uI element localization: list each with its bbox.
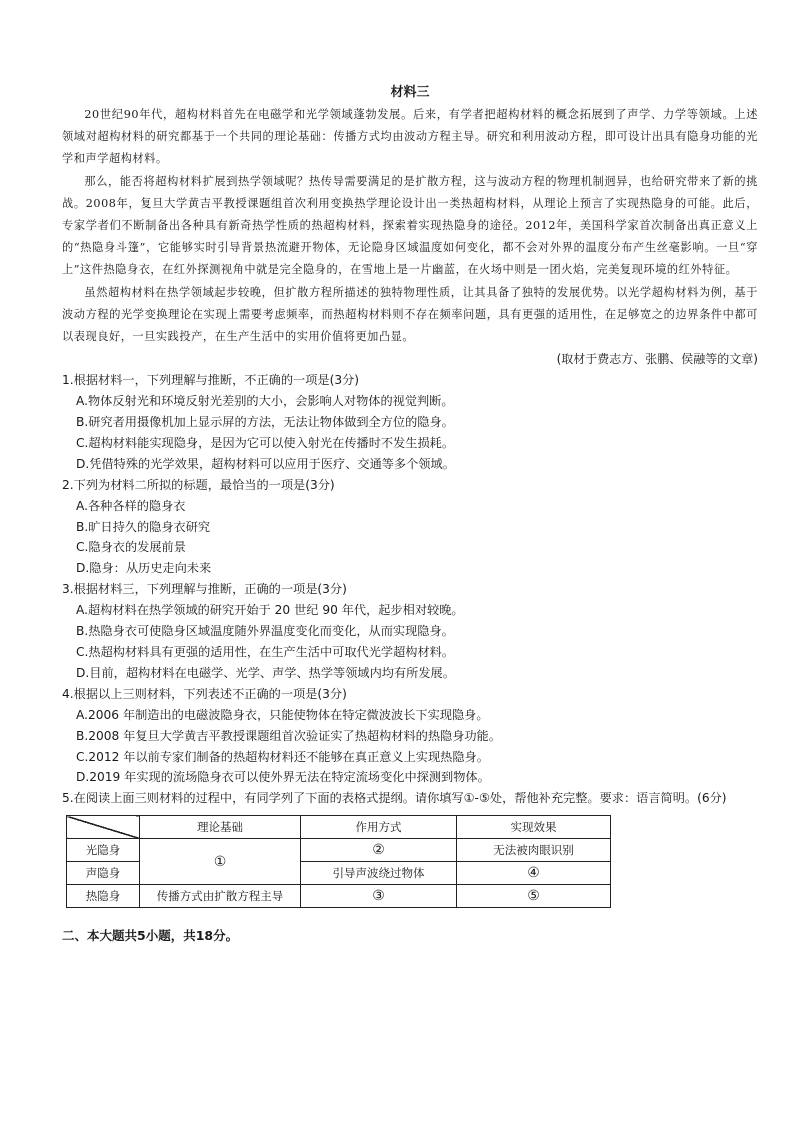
table-header: 作用方式 (301, 816, 457, 839)
question-option: C.超构材料能实现隐身，是因为它可以使入射光在传播时不发生损耗。 (76, 435, 455, 450)
question-option: C.隐身衣的发展前景 (76, 540, 186, 555)
question-stem: 1.根据材料一，下列理解与推断，不正确的一项是(3分) (62, 373, 360, 388)
question-option: A.各种各样的隐身衣 (76, 498, 186, 513)
material-source: (取材于费志方、张鹏、侯融等的文章) (556, 352, 758, 367)
material-paragraph: 20世纪90年代，超构材料首先在电磁学和光学领域蓬勃发展。后来，有学者把超构材料的概念拓展到了声学、力学等领域。上述领域对超构材料的研究都基于一个共同的理论基础：传播方式均由波动方程主导。研究和利用波动方程，即可设计出具有隐身功能的光学和声学超构材料。 (62, 108, 758, 166)
question-option: A.2006 年制造出的电磁波隐身衣，只能使物体在特定微波波长下实现隐身。 (76, 707, 489, 722)
table-cell: 引导声波绕过物体 (301, 862, 457, 885)
exam-page (62, 82, 758, 944)
question-stem: 4.根据以上三则材料，下列表述不正确的一项是(3分) (62, 686, 347, 701)
question-2 (62, 475, 758, 580)
question-option: B.旷日持久的隐身衣研究 (76, 519, 211, 534)
table-cell-blank[interactable]: ④ (457, 862, 611, 885)
material-title: 材料三 (390, 85, 430, 100)
table-cell: 传播方式由扩散方程主导 (140, 885, 301, 908)
table-cell-blank[interactable]: ③ (301, 885, 457, 908)
table-corner-cell (67, 816, 140, 839)
table-cell: 无法被肉眼识别 (457, 839, 611, 862)
outline-table (66, 815, 611, 908)
question-stem: 5.在阅读上面三则材料的过程中，有同学列了下面的表格式提纲。请你填写①-⑤处，帮他补充完整。要求：语言简明。(6分) (62, 791, 727, 806)
question-option: D.目前，超构材料在电磁学、光学、声学、热学等领域内均有所发展。 (76, 665, 455, 680)
table-row (67, 839, 611, 862)
table-header-row (67, 816, 611, 839)
question-1 (62, 370, 758, 475)
question-option: B.研究者用摄像机加上显示屏的方法，无法让物体做到全方位的隐身。 (76, 415, 454, 430)
question-option: A.物体反射光和环境反射光差别的大小，会影响人对物体的视觉判断。 (76, 394, 454, 409)
material-paragraph: 虽然超构材料在热学领域起步较晚，但扩散方程所描述的独特物理性质，让其具备了独特的发展优势。以光学超构材料为例，基于波动方程的光学变换理论在实现上需要考虑频率，而热超构材料则不存在频率问题，具有更强的适用性，在足够宽之的边界条件中都可以表现良好，一旦实践投产，在生产生活中的实用价值将更加凸显。 (62, 285, 758, 344)
question-option: B.热隐身衣可使隐身区域温度随外界温度变化而变化，从而实现隐身。 (76, 624, 454, 639)
question-option: B.2008 年复旦大学黄吉平教授课题组首次验证实了热超构材料的热隐身功能。 (76, 728, 501, 743)
table-header: 实现效果 (457, 816, 611, 839)
question-stem: 3.根据材料三，下列理解与推断，正确的一项是(3分) (62, 582, 347, 597)
table-row-label: 声隐身 (67, 862, 140, 885)
section-heading: 二、本大题共5小题，共18分。 (62, 928, 239, 944)
table-header: 理论基础 (140, 816, 301, 839)
question-option: C.2012 年以前专家们制备的热超构材料还不能够在真正意义上实现热隐身。 (76, 749, 489, 764)
question-option: C.热超构材料具有更强的适用性，在生产生活中可取代光学超构材料。 (76, 645, 455, 660)
table-row (67, 885, 611, 908)
question-option: D.凭借特殊的光学效果，超构材料可以应用于医疗、交通等多个领域。 (76, 456, 455, 471)
table-row-label: 热隐身 (67, 885, 140, 908)
table-cell-blank[interactable]: ① (140, 839, 301, 885)
table-cell-blank[interactable]: ② (301, 839, 457, 862)
question-option: A.超构材料在热学领域的研究开始于 20 世纪 90 年代，起步相对较晚。 (76, 603, 464, 618)
material-paragraph: 那么，能否将超构材料扩展到热学领域呢？热传导需要满足的是扩散方程，这与波动方程的物理机制迥异，也给研究带来了新的挑战。2008年，复旦大学黄吉平教授课题组首次利用变换热学理论设计出一类热超构材料，从理论上预言了实现热隐身的可能。此后，专家学者们不断制备出各种具有新奇热学性质的热超构材料，探索着实现热隐身的途径。2012年，美国科学家首次制备出真正意义上的“热隐身斗篷”，它能够实时引导背景热流避开物体，无论隐身区域温度如何变化，都不会对外界的温度分布产生丝毫影响。一旦“穿上”这件热隐身衣，在红外探测视角中就是完全隐身的，在雪地上是一片幽蓝，在火场中则是一团火焰，完美复现环境的红外特征。 (62, 174, 758, 277)
question-stem: 2.下列为材料二所拟的标题，最恰当的一项是(3分) (62, 477, 335, 492)
question-option: D.2019 年实现的流场隐身衣可以使外界无法在特定流场变化中探测到物体。 (76, 770, 490, 785)
question-5 (62, 788, 758, 908)
question-option: D.隐身：从历史走向未来 (76, 561, 212, 576)
question-4 (62, 684, 758, 789)
table-cell-blank[interactable]: ⑤ (457, 885, 611, 908)
table-row-label: 光隐身 (67, 839, 140, 862)
question-3 (62, 579, 758, 684)
